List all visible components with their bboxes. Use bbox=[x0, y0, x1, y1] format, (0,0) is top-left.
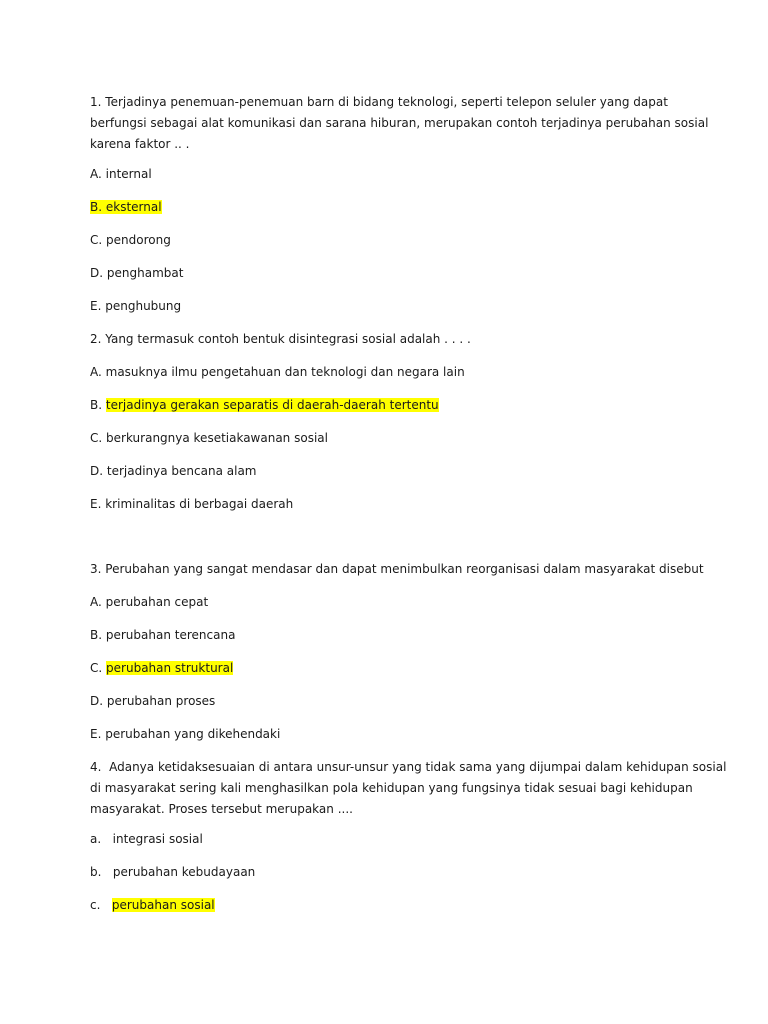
question-3-option-d: D. perubahan proses bbox=[90, 694, 216, 708]
question-3-option-a: A. perubahan cepat bbox=[90, 595, 209, 609]
question-4-text: 4. Adanya ketidaksesuaian di antara unsur-unsur yang tidak sama yang dijumpai dalam kehidupan sosial di masyarakat sering kali menghasilkan pola kehidupan yang fungsinya tidak sesuai bagi kehidupan masyarakat. Proses tersebut merupakan .... bbox=[90, 760, 727, 816]
question-1-option-e: E. penghubung bbox=[90, 299, 182, 313]
question-1-option-c: C. pendorong bbox=[90, 233, 171, 247]
question-2-option-e: E. kriminalitas di berbagai daerah bbox=[90, 497, 294, 511]
question-1-option-d: D. penghambat bbox=[90, 266, 184, 280]
question-1-option-b: B. eksternal bbox=[90, 200, 162, 214]
question-1-option-a: A. internal bbox=[90, 167, 152, 181]
question-2-text: 2. Yang termasuk contoh bentuk disintegrasi sosial adalah . . . . bbox=[90, 332, 471, 346]
question-2-option-c: C. berkurangnya kesetiakawanan sosial bbox=[90, 431, 328, 445]
question-4-option-a: a. integrasi sosial bbox=[90, 832, 203, 846]
question-3-option-b: B. perubahan terencana bbox=[90, 628, 236, 642]
question-4-option-b: b. perubahan kebudayaan bbox=[90, 865, 256, 879]
question-2-option-d: D. terjadinya bencana alam bbox=[90, 464, 257, 478]
question-2-option-a: A. masuknya ilmu pengetahuan dan teknologi dan negara lain bbox=[90, 365, 465, 379]
question-4-option-c: c. perubahan sosial bbox=[90, 898, 215, 912]
question-3-option-e: E. perubahan yang dikehendaki bbox=[90, 727, 281, 741]
question-1-text: 1. Terjadinya penemuan-penemuan barn di bidang teknologi, seperti telepon seluler yang dapat berfungsi sebagai alat komunikasi dan sarana hiburan, merupakan contoh terjadinya perubahan sosial karena faktor .. . bbox=[90, 95, 709, 151]
question-2-option-b: B. terjadinya gerakan separatis di daerah-daerah tertentu bbox=[90, 398, 439, 412]
question-3-option-c: C. perubahan struktural bbox=[90, 661, 234, 675]
question-3-text: 3. Perubahan yang sangat mendasar dan dapat menimbulkan reorganisasi dalam masyarakat disebut bbox=[90, 562, 704, 576]
